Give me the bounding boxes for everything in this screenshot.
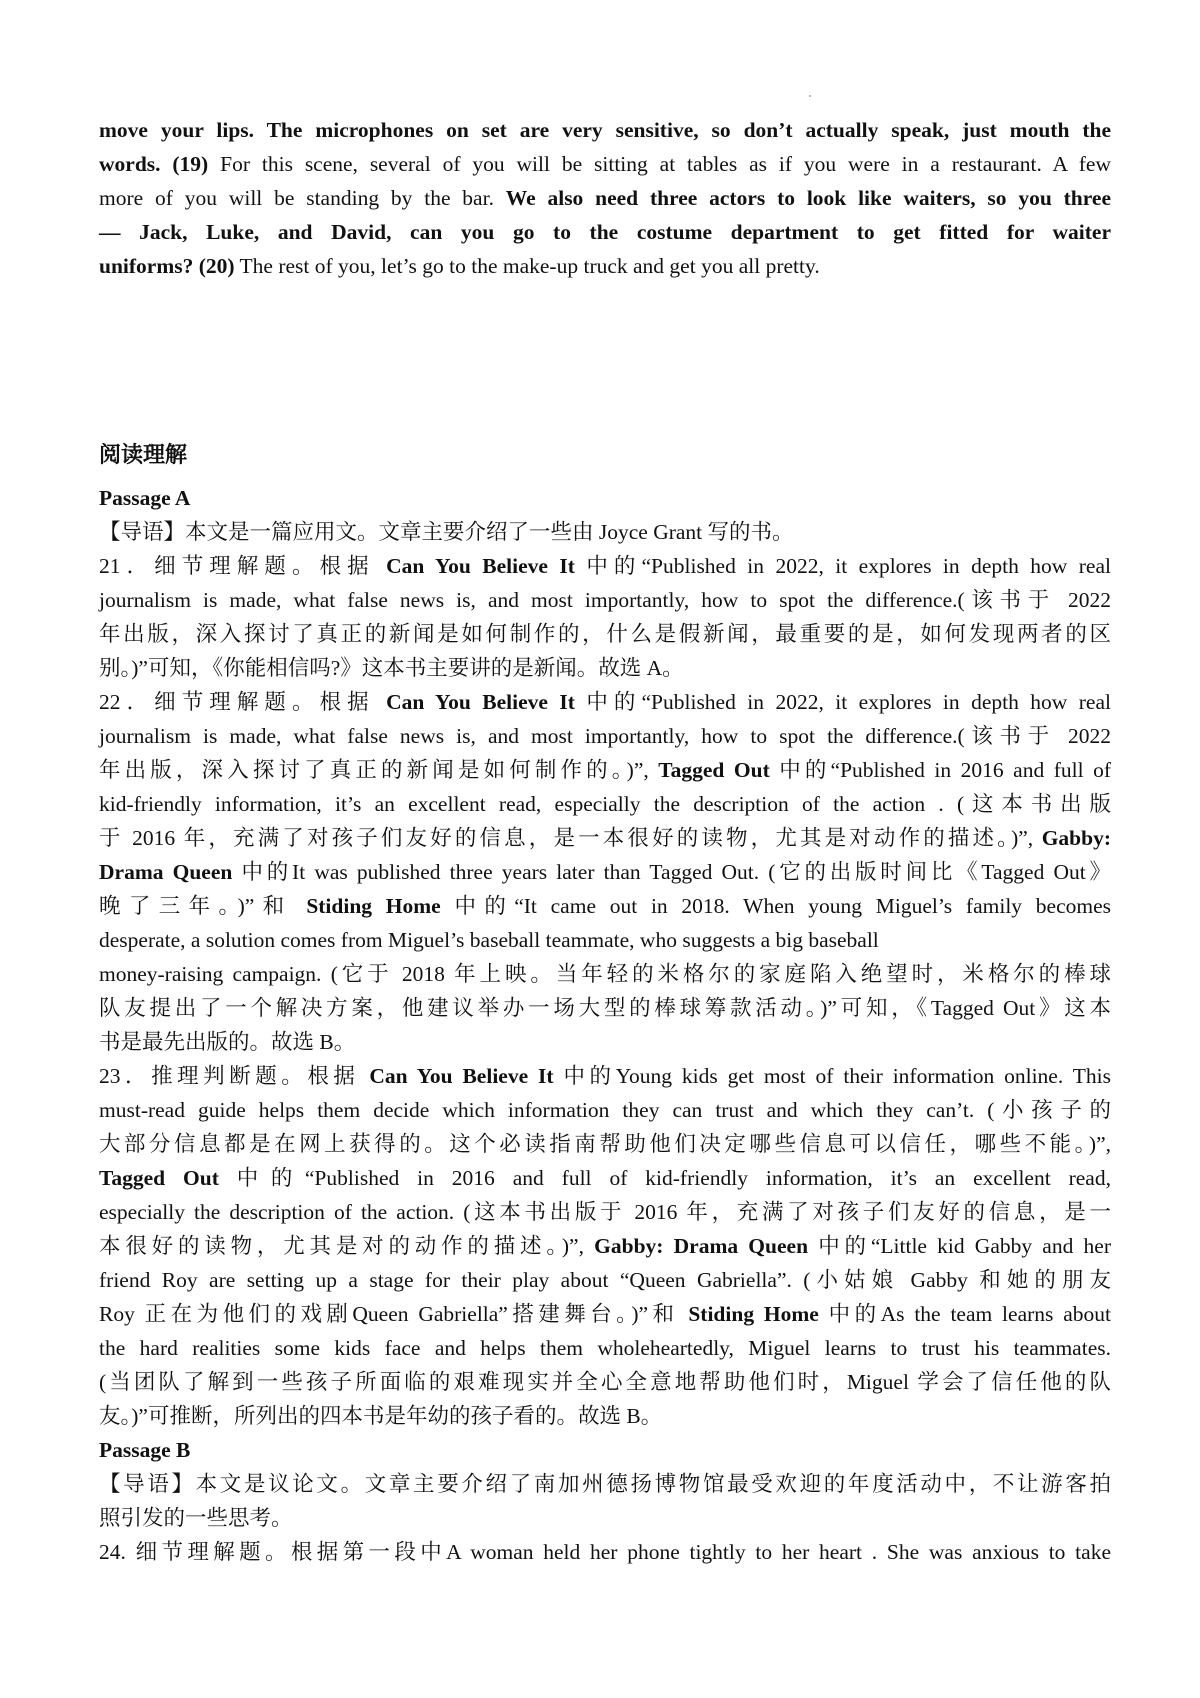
text-line: [99, 1025, 1111, 1059]
text-run: 【导语】本文是一篇应用文。文章主要介绍了一些由 Joyce Grant 写的书。: [99, 520, 794, 544]
bold-text: Can You Believe It: [386, 690, 575, 714]
reading-answers-body: [99, 481, 1111, 1569]
text-run: 大部分信息都是在网上获得的。这个必读指南帮助他们决定哪些信息可以信任，哪些不能。)”,: [99, 1132, 1111, 1156]
text-line: [99, 147, 1111, 181]
text-run: 友。)”可推断，所列出的四本书是年幼的孩子看的。故选 B。: [99, 1404, 663, 1428]
text-run: 书是最先出版的。故选 B。: [99, 1030, 356, 1054]
text-run: 24. 细节理解题。根据第一段中A woman held her phone tightly to her heart . She was anxious to take: [99, 1540, 1111, 1564]
text-line: [99, 1433, 1111, 1467]
bold-text: Can You Believe It: [369, 1064, 554, 1088]
text-run: 中的It was published three years later than Tagged Out. (它的出版时间比《Tagged Out》: [232, 860, 1112, 884]
text-line: [99, 249, 1111, 283]
bold-text: move your lips. The microphones on set are very sensitive, so don’t actually speak, just mouth the: [99, 118, 1111, 142]
text-line: [99, 753, 1111, 787]
text-run: Roy 正在为他们的戏剧Queen Gabriella”搭建舞台。)”和: [99, 1302, 689, 1326]
bold-text: We also need three actors to look like waiters, so you three: [505, 186, 1111, 210]
text-line: [99, 113, 1111, 147]
text-run: especially the description of the action. (这本书出版于 2016 年，充满了对孩子们友好的信息，是一: [99, 1200, 1111, 1224]
bold-text: Stiding Home: [306, 894, 441, 918]
text-line: [99, 1331, 1111, 1365]
text-run: 中的Young kids get most of their information online. This: [553, 1064, 1111, 1088]
text-run: 中的“Published in 2022, it explores in depth how real: [574, 554, 1111, 578]
text-run: 21．细节理解题。根据: [99, 554, 387, 578]
text-run: 22．细节理解题。根据: [99, 690, 387, 714]
text-line: [99, 855, 1111, 889]
text-line: [99, 1161, 1111, 1195]
scan-dot: [809, 95, 811, 97]
bold-text: words. (19): [99, 152, 209, 176]
text-run: journalism is made, what false news is, and most importantly, how to spot the difference.(该书于 2022: [99, 724, 1111, 748]
text-run: 中的“Published in 2016 and full of: [769, 758, 1111, 782]
bold-text: Gabby: Drama Queen: [594, 1234, 809, 1258]
bold-text: Drama Queen: [99, 860, 233, 884]
text-run: more of you will be standing by the bar.: [99, 186, 506, 210]
text-line: [99, 1467, 1111, 1501]
text-line: [99, 685, 1111, 719]
bold-text: Gabby:: [1041, 826, 1111, 850]
bold-text: Tagged Out: [658, 758, 770, 782]
text-line: [99, 583, 1111, 617]
text-line: [99, 515, 1111, 549]
text-run: 中的“Published in 2022, it explores in depth how real: [574, 690, 1111, 714]
text-run: friend Roy are setting up a stage for their play about “Queen Gabriella”. (小姑娘 Gabby 和她的朋友: [99, 1268, 1111, 1292]
text-line: [99, 481, 1111, 515]
text-run: 中的As the team learns about: [818, 1302, 1111, 1326]
text-run: 中的“Published in 2016 and full of kid-friendly information, it’s an excellent read,: [218, 1166, 1111, 1190]
text-line: [99, 181, 1111, 215]
bold-text: Can You Believe It: [386, 554, 575, 578]
bold-text: — Jack, Luke, and David, can you go to the costume department to get fitted for waiter: [99, 220, 1111, 244]
text-run: the hard realities some kids face and helps them wholeheartedly, Miguel learns to trust his teammates.: [99, 1336, 1111, 1360]
text-line: [99, 1399, 1111, 1433]
bold-text: Passage A: [99, 486, 191, 510]
text-run: 23．推理判断题。根据: [99, 1064, 370, 1088]
text-run: desperate, a solution comes from Miguel’s baseball teammate, who suggests a big baseball: [99, 928, 879, 952]
text-run: must-read guide helps them decide which information they can trust and which they can’t. (小孩子的: [99, 1098, 1111, 1122]
text-run: The rest of you, let’s go to the make-up truck and get you all pretty.: [234, 254, 820, 278]
text-line: [99, 549, 1111, 583]
bold-text: uniforms? (20): [99, 254, 235, 278]
text-line: [99, 617, 1111, 651]
text-line: [99, 821, 1111, 855]
bold-text: Stiding Home: [688, 1302, 819, 1326]
text-line: [99, 1297, 1111, 1331]
text-line: [99, 1263, 1111, 1297]
text-line: [99, 1501, 1111, 1535]
listening-script-paragraph: [99, 113, 1111, 283]
text-line: [99, 1127, 1111, 1161]
bold-text: Passage B: [99, 1438, 191, 1462]
text-run: 照引发的一些思考。: [99, 1506, 293, 1530]
text-run: journalism is made, what false news is, and most importantly, how to spot the difference.(该书于 2022: [99, 588, 1111, 612]
text-run: 年出版，深入探讨了真正的新闻是如何制作的。)”,: [99, 758, 659, 782]
text-run: 于 2016 年，充满了对孩子们友好的信息，是一本很好的读物，尤其是对动作的描述。)”,: [99, 826, 1042, 850]
text-run: (当团队了解到一些孩子所面临的艰难现实并全心全意地帮助他们时，Miguel 学会了信任他的队: [99, 1370, 1111, 1394]
text-run: 别。)”可知，《你能相信吗?》这本书主要讲的是新闻。故选 A。: [99, 656, 684, 680]
text-line: [99, 1229, 1111, 1263]
text-line: [99, 1093, 1111, 1127]
section-title: 阅读理解: [99, 443, 188, 468]
text-line: [99, 215, 1111, 249]
text-run: 年出版，深入探讨了真正的新闻是如何制作的，什么是假新闻，最重要的是，如何发现两者的区: [99, 622, 1111, 646]
text-line: [99, 719, 1111, 753]
text-line: [99, 889, 1111, 923]
text-run: kid-friendly information, it’s an excellent read, especially the description of the action . (这本书出版: [99, 792, 1111, 816]
text-line: [99, 1365, 1111, 1399]
text-line: [99, 991, 1111, 1025]
text-run: For this scene, several of you will be sitting at tables as if you were in a restaurant. A few: [208, 152, 1112, 176]
text-run: 中的“It came out in 2018. When young Miguel’s family becomes: [440, 894, 1112, 918]
text-line: [99, 651, 1111, 685]
text-line: [99, 923, 1111, 957]
text-line: [99, 1195, 1111, 1229]
text-run: 本很好的读物，尤其是对的动作的描述。)”,: [99, 1234, 595, 1258]
text-run: money-raising campaign. (它于 2018 年上映。当年轻的米格尔的家庭陷入绝望时，米格尔的棒球: [99, 962, 1111, 986]
text-run: 中的“Little kid Gabby and her: [808, 1234, 1111, 1258]
text-line: [99, 787, 1111, 821]
bold-text: Tagged Out: [99, 1166, 219, 1190]
text-line: [99, 1059, 1111, 1093]
text-run: 晚了三年。)”和: [99, 894, 307, 918]
text-run: 队友提出了一个解决方案，他建议举办一场大型的棒球筹款活动。)”可知，《Tagged Out》这本: [99, 996, 1111, 1020]
text-line: [99, 957, 1111, 991]
text-line: [99, 1535, 1111, 1569]
text-run: 【导语】本文是议论文。文章主要介绍了南加州德扬博物馆最受欢迎的年度活动中，不让游客拍: [99, 1472, 1111, 1496]
